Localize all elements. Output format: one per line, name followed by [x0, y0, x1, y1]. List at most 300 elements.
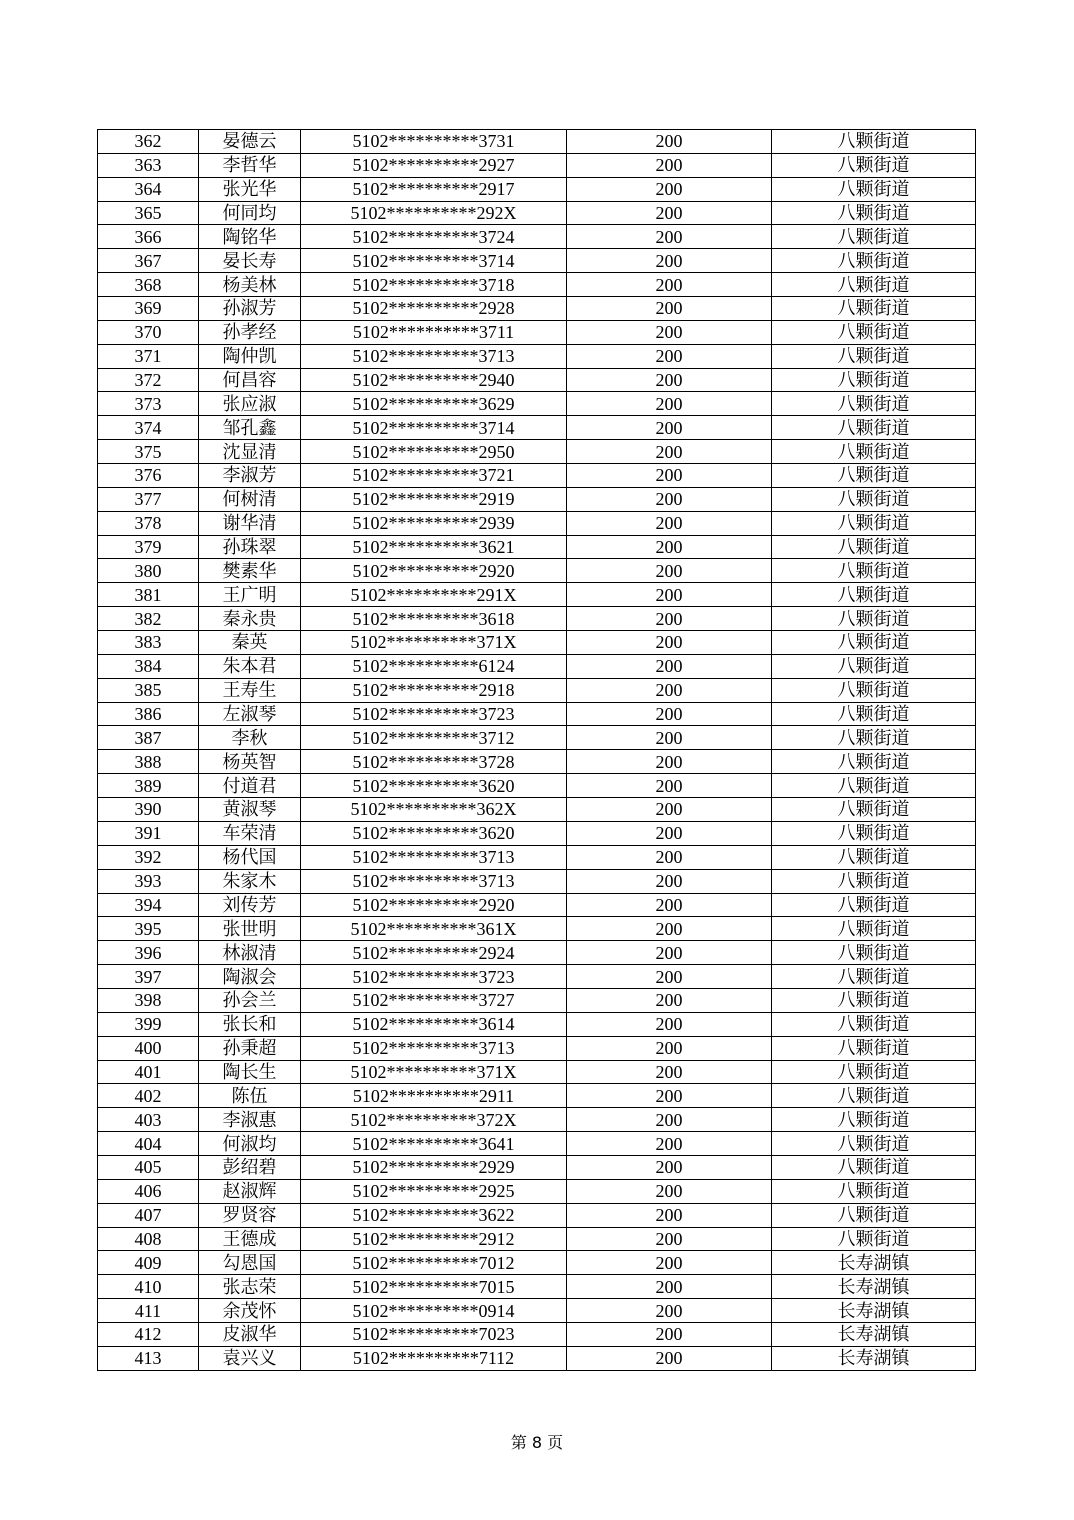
- id-number-cell: 5102**********371X: [301, 1060, 567, 1084]
- table-row: [98, 798, 976, 822]
- table-row: [98, 1036, 976, 1060]
- amount-cell: 200: [567, 177, 772, 201]
- table-row: [98, 1322, 976, 1346]
- page-number: 第 8 页: [510, 1433, 564, 1452]
- amount-cell: 200: [567, 678, 772, 702]
- row-index-cell: 401: [98, 1060, 199, 1084]
- table-row: [98, 464, 976, 488]
- name-cell: 刘传芳: [199, 893, 301, 917]
- table-row: [98, 535, 976, 559]
- id-number-cell: 5102**********0914: [301, 1299, 567, 1323]
- amount-cell: 200: [567, 535, 772, 559]
- district-cell: 八颗街道: [772, 511, 976, 535]
- amount-cell: 200: [567, 917, 772, 941]
- district-cell: 长寿湖镇: [772, 1322, 976, 1346]
- table-row: [98, 869, 976, 893]
- id-number-cell: 5102**********3727: [301, 988, 567, 1012]
- table-row: [98, 392, 976, 416]
- row-index-cell: 396: [98, 941, 199, 965]
- name-cell: 秦永贵: [199, 607, 301, 631]
- name-cell: 何昌容: [199, 368, 301, 392]
- amount-cell: 200: [567, 1203, 772, 1227]
- name-cell: 孙会兰: [199, 988, 301, 1012]
- name-cell: 张志荣: [199, 1275, 301, 1299]
- name-cell: 陶铭华: [199, 225, 301, 249]
- district-cell: 八颗街道: [772, 893, 976, 917]
- id-number-cell: 5102**********3712: [301, 726, 567, 750]
- row-index-cell: 381: [98, 583, 199, 607]
- row-index-cell: 407: [98, 1203, 199, 1227]
- row-index-cell: 408: [98, 1227, 199, 1251]
- id-number-cell: 5102**********292X: [301, 201, 567, 225]
- district-cell: 八颗街道: [772, 1036, 976, 1060]
- amount-cell: 200: [567, 559, 772, 583]
- id-number-cell: 5102**********3728: [301, 750, 567, 774]
- id-number-cell: 5102**********3620: [301, 774, 567, 798]
- amount-cell: 200: [567, 869, 772, 893]
- row-index-cell: 368: [98, 273, 199, 297]
- row-index-cell: 394: [98, 893, 199, 917]
- amount-cell: 200: [567, 1227, 772, 1251]
- id-number-cell: 5102**********3618: [301, 607, 567, 631]
- name-cell: 朱本君: [199, 654, 301, 678]
- amount-cell: 200: [567, 1012, 772, 1036]
- amount-cell: 200: [567, 1322, 772, 1346]
- name-cell: 李淑芳: [199, 464, 301, 488]
- roster-table-body: [98, 130, 976, 1371]
- district-cell: 八颗街道: [772, 1179, 976, 1203]
- roster-table: [97, 129, 976, 1371]
- table-row: [98, 917, 976, 941]
- district-cell: 八颗街道: [772, 678, 976, 702]
- district-cell: 八颗街道: [772, 487, 976, 511]
- amount-cell: 200: [567, 965, 772, 989]
- district-cell: 八颗街道: [772, 702, 976, 726]
- district-cell: 八颗街道: [772, 631, 976, 655]
- name-cell: 李淑惠: [199, 1108, 301, 1132]
- table-row: [98, 1132, 976, 1156]
- district-cell: 八颗街道: [772, 1060, 976, 1084]
- name-cell: 孙秉超: [199, 1036, 301, 1060]
- name-cell: 王德成: [199, 1227, 301, 1251]
- id-number-cell: 5102**********3723: [301, 965, 567, 989]
- id-number-cell: 5102**********7015: [301, 1275, 567, 1299]
- district-cell: 八颗街道: [772, 1132, 976, 1156]
- id-number-cell: 5102**********7023: [301, 1322, 567, 1346]
- id-number-cell: 5102**********3731: [301, 130, 567, 154]
- id-number-cell: 5102**********372X: [301, 1108, 567, 1132]
- id-number-cell: 5102**********2911: [301, 1084, 567, 1108]
- amount-cell: 200: [567, 821, 772, 845]
- name-cell: 陶仲凯: [199, 344, 301, 368]
- table-row: [98, 153, 976, 177]
- id-number-cell: 5102**********3724: [301, 225, 567, 249]
- row-index-cell: 412: [98, 1322, 199, 1346]
- amount-cell: 200: [567, 1179, 772, 1203]
- row-index-cell: 411: [98, 1299, 199, 1323]
- id-number-cell: 5102**********2917: [301, 177, 567, 201]
- amount-cell: 200: [567, 297, 772, 321]
- id-number-cell: 5102**********371X: [301, 631, 567, 655]
- table-row: [98, 702, 976, 726]
- name-cell: 杨英智: [199, 750, 301, 774]
- id-number-cell: 5102**********2940: [301, 368, 567, 392]
- row-index-cell: 413: [98, 1346, 199, 1370]
- amount-cell: 200: [567, 1060, 772, 1084]
- row-index-cell: 405: [98, 1155, 199, 1179]
- amount-cell: 200: [567, 1299, 772, 1323]
- amount-cell: 200: [567, 654, 772, 678]
- table-row: [98, 440, 976, 464]
- amount-cell: 200: [567, 464, 772, 488]
- amount-cell: 200: [567, 988, 772, 1012]
- row-index-cell: 372: [98, 368, 199, 392]
- id-number-cell: 5102**********3620: [301, 821, 567, 845]
- amount-cell: 200: [567, 607, 772, 631]
- row-index-cell: 384: [98, 654, 199, 678]
- district-cell: 八颗街道: [772, 392, 976, 416]
- table-row: [98, 965, 976, 989]
- row-index-cell: 369: [98, 297, 199, 321]
- row-index-cell: 366: [98, 225, 199, 249]
- district-cell: 八颗街道: [772, 774, 976, 798]
- id-number-cell: 5102**********3713: [301, 1036, 567, 1060]
- amount-cell: 200: [567, 1132, 772, 1156]
- id-number-cell: 5102**********3641: [301, 1132, 567, 1156]
- amount-cell: 200: [567, 1346, 772, 1370]
- district-cell: 八颗街道: [772, 320, 976, 344]
- id-number-cell: 5102**********3718: [301, 273, 567, 297]
- amount-cell: 200: [567, 249, 772, 273]
- amount-cell: 200: [567, 845, 772, 869]
- district-cell: 八颗街道: [772, 1012, 976, 1036]
- name-cell: 勾恩国: [199, 1251, 301, 1275]
- district-cell: 八颗街道: [772, 535, 976, 559]
- name-cell: 罗贤容: [199, 1203, 301, 1227]
- amount-cell: 200: [567, 726, 772, 750]
- district-cell: 八颗街道: [772, 440, 976, 464]
- id-number-cell: 5102**********2919: [301, 487, 567, 511]
- row-index-cell: 387: [98, 726, 199, 750]
- id-number-cell: 5102**********3714: [301, 416, 567, 440]
- name-cell: 张光华: [199, 177, 301, 201]
- amount-cell: 200: [567, 631, 772, 655]
- id-number-cell: 5102**********3723: [301, 702, 567, 726]
- id-number-cell: 5102**********3713: [301, 869, 567, 893]
- table-row: [98, 631, 976, 655]
- row-index-cell: 375: [98, 440, 199, 464]
- id-number-cell: 5102**********3622: [301, 1203, 567, 1227]
- district-cell: 八颗街道: [772, 583, 976, 607]
- district-cell: 长寿湖镇: [772, 1251, 976, 1275]
- amount-cell: 200: [567, 368, 772, 392]
- id-number-cell: 5102**********2918: [301, 678, 567, 702]
- id-number-cell: 5102**********2925: [301, 1179, 567, 1203]
- district-cell: 八颗街道: [772, 177, 976, 201]
- id-number-cell: 5102**********361X: [301, 917, 567, 941]
- district-cell: 八颗街道: [772, 1227, 976, 1251]
- table-row: [98, 845, 976, 869]
- row-index-cell: 362: [98, 130, 199, 154]
- amount-cell: 200: [567, 320, 772, 344]
- row-index-cell: 382: [98, 607, 199, 631]
- row-index-cell: 373: [98, 392, 199, 416]
- table-row: [98, 225, 976, 249]
- row-index-cell: 376: [98, 464, 199, 488]
- row-index-cell: 383: [98, 631, 199, 655]
- name-cell: 晏长寿: [199, 249, 301, 273]
- id-number-cell: 5102**********3629: [301, 392, 567, 416]
- amount-cell: 200: [567, 440, 772, 464]
- name-cell: 孙淑芳: [199, 297, 301, 321]
- district-cell: 八颗街道: [772, 130, 976, 154]
- row-index-cell: 404: [98, 1132, 199, 1156]
- name-cell: 张长和: [199, 1012, 301, 1036]
- name-cell: 樊素华: [199, 559, 301, 583]
- amount-cell: 200: [567, 225, 772, 249]
- name-cell: 何同均: [199, 201, 301, 225]
- row-index-cell: 385: [98, 678, 199, 702]
- id-number-cell: 5102**********2950: [301, 440, 567, 464]
- table-row: [98, 750, 976, 774]
- id-number-cell: 5102**********291X: [301, 583, 567, 607]
- name-cell: 孙孝经: [199, 320, 301, 344]
- district-cell: 八颗街道: [772, 917, 976, 941]
- id-number-cell: 5102**********3713: [301, 344, 567, 368]
- row-index-cell: 399: [98, 1012, 199, 1036]
- amount-cell: 200: [567, 798, 772, 822]
- amount-cell: 200: [567, 273, 772, 297]
- id-number-cell: 5102**********3714: [301, 249, 567, 273]
- id-number-cell: 5102**********2912: [301, 1227, 567, 1251]
- row-index-cell: 392: [98, 845, 199, 869]
- table-row: [98, 177, 976, 201]
- id-number-cell: 5102**********3621: [301, 535, 567, 559]
- id-number-cell: 5102**********6124: [301, 654, 567, 678]
- amount-cell: 200: [567, 1251, 772, 1275]
- name-cell: 余茂怀: [199, 1299, 301, 1323]
- name-cell: 李秋: [199, 726, 301, 750]
- row-index-cell: 406: [98, 1179, 199, 1203]
- table-row: [98, 774, 976, 798]
- table-row: [98, 1084, 976, 1108]
- name-cell: 林淑清: [199, 941, 301, 965]
- name-cell: 秦英: [199, 631, 301, 655]
- row-index-cell: 402: [98, 1084, 199, 1108]
- district-cell: 八颗街道: [772, 368, 976, 392]
- row-index-cell: 380: [98, 559, 199, 583]
- name-cell: 王寿生: [199, 678, 301, 702]
- id-number-cell: 5102**********2939: [301, 511, 567, 535]
- amount-cell: 200: [567, 1275, 772, 1299]
- row-index-cell: 377: [98, 487, 199, 511]
- row-index-cell: 367: [98, 249, 199, 273]
- district-cell: 八颗街道: [772, 607, 976, 631]
- district-cell: 八颗街道: [772, 941, 976, 965]
- row-index-cell: 403: [98, 1108, 199, 1132]
- table-row: [98, 726, 976, 750]
- name-cell: 皮淑华: [199, 1322, 301, 1346]
- table-row: [98, 1108, 976, 1132]
- name-cell: 朱家木: [199, 869, 301, 893]
- table-row: [98, 273, 976, 297]
- district-cell: 八颗街道: [772, 845, 976, 869]
- district-cell: 八颗街道: [772, 726, 976, 750]
- table-row: [98, 893, 976, 917]
- amount-cell: 200: [567, 774, 772, 798]
- row-index-cell: 371: [98, 344, 199, 368]
- table-row: [98, 1227, 976, 1251]
- amount-cell: 200: [567, 1155, 772, 1179]
- amount-cell: 200: [567, 1036, 772, 1060]
- amount-cell: 200: [567, 201, 772, 225]
- district-cell: 八颗街道: [772, 1155, 976, 1179]
- id-number-cell: 5102**********2929: [301, 1155, 567, 1179]
- table-row: [98, 511, 976, 535]
- district-cell: 八颗街道: [772, 1203, 976, 1227]
- table-row: [98, 249, 976, 273]
- row-index-cell: 393: [98, 869, 199, 893]
- amount-cell: 200: [567, 344, 772, 368]
- table-row: [98, 1012, 976, 1036]
- name-cell: 杨美林: [199, 273, 301, 297]
- district-cell: 八颗街道: [772, 821, 976, 845]
- district-cell: 八颗街道: [772, 153, 976, 177]
- table-row: [98, 1346, 976, 1370]
- table-row: [98, 583, 976, 607]
- amount-cell: 200: [567, 153, 772, 177]
- id-number-cell: 5102**********362X: [301, 798, 567, 822]
- table-row: [98, 559, 976, 583]
- district-cell: 八颗街道: [772, 798, 976, 822]
- district-cell: 八颗街道: [772, 965, 976, 989]
- name-cell: 谢华清: [199, 511, 301, 535]
- id-number-cell: 5102**********3713: [301, 845, 567, 869]
- district-cell: 八颗街道: [772, 201, 976, 225]
- table-row: [98, 941, 976, 965]
- table-row: [98, 344, 976, 368]
- name-cell: 孙珠翠: [199, 535, 301, 559]
- id-number-cell: 5102**********3711: [301, 320, 567, 344]
- table-row: [98, 1203, 976, 1227]
- district-cell: 八颗街道: [772, 225, 976, 249]
- name-cell: 黄淑琴: [199, 798, 301, 822]
- row-index-cell: 400: [98, 1036, 199, 1060]
- row-index-cell: 398: [98, 988, 199, 1012]
- amount-cell: 200: [567, 583, 772, 607]
- name-cell: 晏德云: [199, 130, 301, 154]
- row-index-cell: 363: [98, 153, 199, 177]
- name-cell: 王广明: [199, 583, 301, 607]
- name-cell: 张世明: [199, 917, 301, 941]
- row-index-cell: 386: [98, 702, 199, 726]
- table-row: [98, 1155, 976, 1179]
- district-cell: 八颗街道: [772, 869, 976, 893]
- table-row: [98, 416, 976, 440]
- amount-cell: 200: [567, 130, 772, 154]
- row-index-cell: 379: [98, 535, 199, 559]
- district-cell: 长寿湖镇: [772, 1299, 976, 1323]
- amount-cell: 200: [567, 893, 772, 917]
- amount-cell: 200: [567, 487, 772, 511]
- table-row: [98, 654, 976, 678]
- id-number-cell: 5102**********2928: [301, 297, 567, 321]
- name-cell: 陈伍: [199, 1084, 301, 1108]
- district-cell: 八颗街道: [772, 249, 976, 273]
- row-index-cell: 391: [98, 821, 199, 845]
- row-index-cell: 389: [98, 774, 199, 798]
- table-row: [98, 988, 976, 1012]
- row-index-cell: 395: [98, 917, 199, 941]
- name-cell: 车荣清: [199, 821, 301, 845]
- id-number-cell: 5102**********2924: [301, 941, 567, 965]
- row-index-cell: 374: [98, 416, 199, 440]
- amount-cell: 200: [567, 511, 772, 535]
- table-row: [98, 1251, 976, 1275]
- row-index-cell: 390: [98, 798, 199, 822]
- name-cell: 陶长生: [199, 1060, 301, 1084]
- row-index-cell: 409: [98, 1251, 199, 1275]
- name-cell: 张应淑: [199, 392, 301, 416]
- name-cell: 彭绍碧: [199, 1155, 301, 1179]
- name-cell: 左淑琴: [199, 702, 301, 726]
- district-cell: 八颗街道: [772, 750, 976, 774]
- district-cell: 八颗街道: [772, 1084, 976, 1108]
- district-cell: 八颗街道: [772, 416, 976, 440]
- name-cell: 袁兴义: [199, 1346, 301, 1370]
- row-index-cell: 364: [98, 177, 199, 201]
- row-index-cell: 378: [98, 511, 199, 535]
- district-cell: 八颗街道: [772, 654, 976, 678]
- amount-cell: 200: [567, 1084, 772, 1108]
- name-cell: 邹孔鑫: [199, 416, 301, 440]
- name-cell: 何淑均: [199, 1132, 301, 1156]
- id-number-cell: 5102**********3614: [301, 1012, 567, 1036]
- name-cell: 陶淑会: [199, 965, 301, 989]
- district-cell: 八颗街道: [772, 297, 976, 321]
- district-cell: 长寿湖镇: [772, 1346, 976, 1370]
- amount-cell: 200: [567, 416, 772, 440]
- table-row: [98, 1299, 976, 1323]
- amount-cell: 200: [567, 702, 772, 726]
- amount-cell: 200: [567, 941, 772, 965]
- table-row: [98, 201, 976, 225]
- district-cell: 八颗街道: [772, 344, 976, 368]
- row-index-cell: 370: [98, 320, 199, 344]
- table-row: [98, 130, 976, 154]
- row-index-cell: 410: [98, 1275, 199, 1299]
- amount-cell: 200: [567, 750, 772, 774]
- table-row: [98, 297, 976, 321]
- name-cell: 付道君: [199, 774, 301, 798]
- id-number-cell: 5102**********7112: [301, 1346, 567, 1370]
- table-row: [98, 320, 976, 344]
- name-cell: 何树清: [199, 487, 301, 511]
- district-cell: 长寿湖镇: [772, 1275, 976, 1299]
- name-cell: 沈显清: [199, 440, 301, 464]
- name-cell: 杨代国: [199, 845, 301, 869]
- row-index-cell: 365: [98, 201, 199, 225]
- name-cell: 赵淑辉: [199, 1179, 301, 1203]
- table-row: [98, 607, 976, 631]
- table-row: [98, 678, 976, 702]
- district-cell: 八颗街道: [772, 464, 976, 488]
- id-number-cell: 5102**********2920: [301, 893, 567, 917]
- table-row: [98, 1060, 976, 1084]
- district-cell: 八颗街道: [772, 988, 976, 1012]
- amount-cell: 200: [567, 392, 772, 416]
- name-cell: 李哲华: [199, 153, 301, 177]
